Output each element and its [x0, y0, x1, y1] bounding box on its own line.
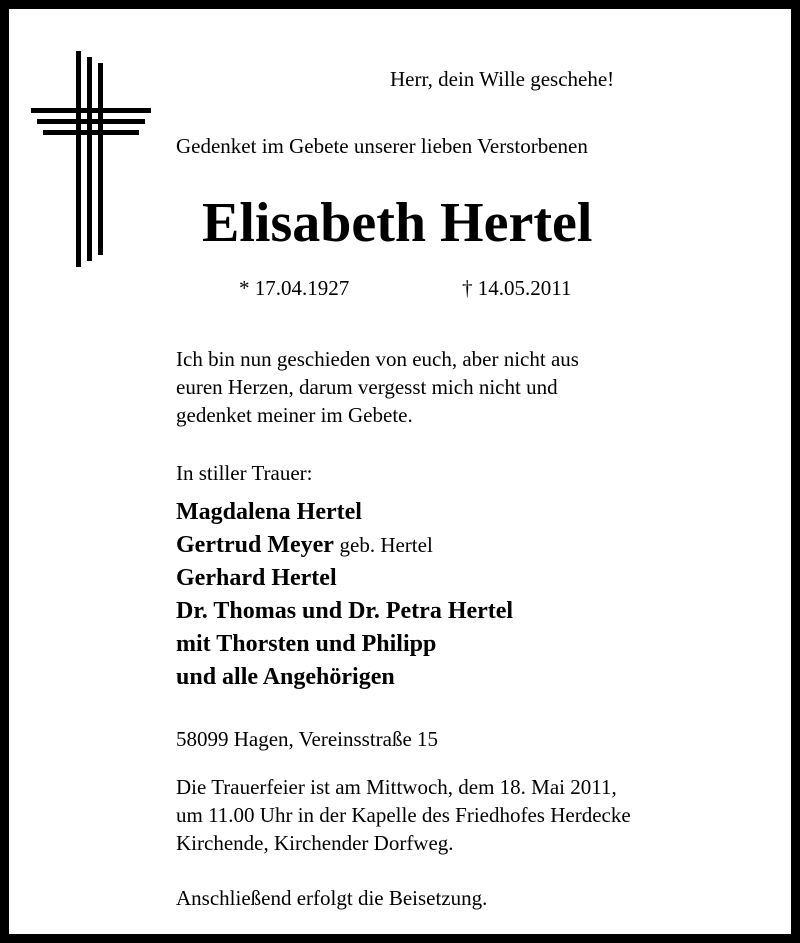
death-date: † 14.05.2011: [462, 276, 572, 300]
poem-line: gedenket meiner im Gebete.: [176, 403, 413, 427]
mourners-list: [176, 496, 513, 694]
poem-line: Ich bin nun geschieden von euch, aber nicht aus: [176, 347, 579, 371]
mourner-name: mit Thorsten und Philipp: [176, 631, 437, 657]
mourner-suffix: geb. Hertel: [339, 533, 433, 557]
poem: [176, 345, 579, 429]
birth-date: * 17.04.1927: [239, 276, 350, 300]
deceased-name: Elisabeth Hertel: [202, 192, 593, 254]
poem-line: euren Herzen, darum vergesst mich nicht und: [176, 375, 558, 399]
mourner-name: Gerhard Hertel: [176, 565, 337, 591]
mourning-label: In stiller Trauer:: [176, 461, 313, 485]
mourner-name: Magdalena Hertel: [176, 499, 362, 525]
remember-line: Gedenket im Gebete unserer lieben Verstorbenen: [176, 134, 588, 158]
mourner: [176, 496, 513, 529]
mourner: [176, 595, 513, 628]
mourner: [176, 661, 513, 694]
mourner: [176, 562, 513, 595]
service-line: Die Trauerfeier ist am Mittwoch, dem 18. Mai 2011,: [176, 775, 617, 799]
cross-icon: [31, 51, 151, 267]
burial-note: Anschließend erfolgt die Beisetzung.: [176, 886, 488, 910]
address: 58099 Hagen, Vereinsstraße 15: [176, 727, 439, 751]
mourner-name: Gertrud Meyer: [176, 532, 334, 558]
mourner-name: Dr. Thomas und Dr. Petra Hertel: [176, 598, 514, 624]
mourner: [176, 628, 513, 661]
service-line: um 11.00 Uhr in der Kapelle des Friedhofes Herdecke: [176, 803, 631, 827]
service-info: [176, 773, 631, 857]
mourner: [176, 529, 513, 562]
motto: Herr, dein Wille geschehe!: [390, 67, 615, 91]
mourner-name: und alle Angehörigen: [176, 664, 395, 690]
service-line: Kirchende, Kirchender Dorfweg.: [176, 831, 454, 855]
